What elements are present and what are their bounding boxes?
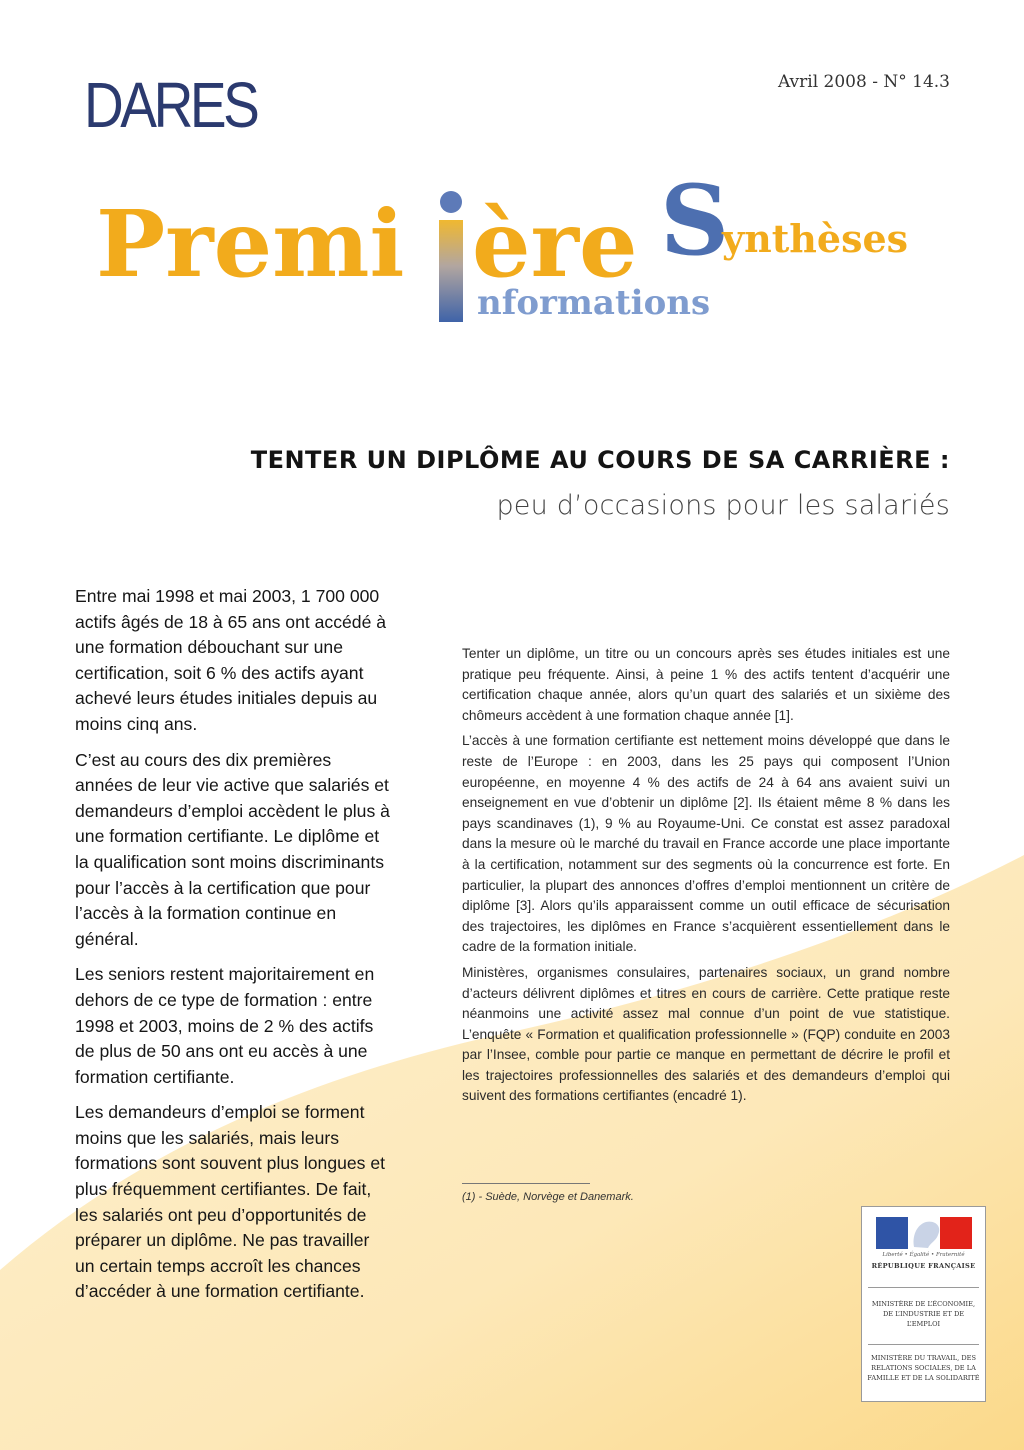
lead-paragraph: C’est au cours des dix premières années de leur vie active que salariés et demandeurs d’emploi accèdent le plus à une formation certifiante. Le diplôme et la qualification sont moins discriminants pour l’accès à la certification que pour l’accès à la formation continue en général. [75,749,390,949]
ministry-logo-box [861,1206,986,1402]
ministry-divider [868,1287,979,1288]
page-title: TENTER UN DIPLÔME AU COURS DE SA CARRIÈRE : [250,446,950,474]
footnote: (1) - Suède, Norvège et Danemark. [462,1191,634,1203]
lead-column [75,584,393,1315]
page-subtitle: peu d’occasions pour les salariés [496,490,950,521]
premiere-syntheses-logo [94,176,964,346]
lead-paragraph: Entre mai 1998 et mai 2003, 1 700 000 actifs âgés de 18 à 65 ans ont accédé à une formation débouchant sur une certification, soit 6 % des actifs ayant achevé leurs études initiales depuis au moins cinq ans. [75,586,387,734]
body-paragraph: Ministères, organismes consulaires, partenaires sociaux, un grand nombre d’acteurs délivrent diplômes et titres en cours de carrière. Cette pratique reste néanmoins une activité assez mal connue d’un point de vue statistique. L’enquête « Formation et qualification professionnelle » (FQP) conduite en 2003 par l’Insee, comble pour partie ce manque en permettant de décrire le profil et les trajectoires professionnelles des salariés et des demandeurs d’emploi qui suivent des formations certifiantes (encadré 1). [462,964,950,1104]
ministry-labour: MINISTÈRE DU TRAVAIL, DES RELATIONS SOCIALES, DE LA FAMILLE ET DE LA SOLIDARITÉ [867,1354,980,1382]
logo-syntheses: ynthèses [722,216,909,261]
logo-informations: nformations [477,283,711,323]
republique-francaise: RÉPUBLIQUE FRANÇAISE [871,1262,976,1270]
logo-premi: Premi [96,190,405,298]
marianne-flag-logo [876,1217,972,1249]
body-paragraph: Tenter un diplôme, un titre ou un concours après ses études initiales est une pratique peu fréquente. Ainsi, à peine 1 % des actifs tentent d’acquérir une certification chaque année, alors qu’un quart des salariés et un sixième des chômeurs accèdent à une formation chaque année [1]. [462,646,950,723]
republic-motto: Liberté • Égalité • Fraternité [882,1252,965,1258]
logo-j-stem [439,220,463,322]
lead-paragraph: Les demandeurs d’emploi se forment moins que les salariés, mais leurs formations sont souvent plus longues et plus fréquemment certifiantes. De fait, les salariés ont peu d’opportunités de préparer un diplôme. Ne pas travailler un certain temps accroît les chances d’accéder à une formation certifiante. [75,1102,386,1302]
dares-publisher: DARES [84,69,257,141]
logo-s-initial: S [660,176,730,277]
ministry-divider [868,1344,979,1345]
logo-j-dot [440,191,462,213]
ministry-economy: MINISTÈRE DE L’ÉCONOMIE, DE L’INDUSTRIE ET DE L’EMPLOI [871,1300,976,1328]
issue-number: Avril 2008 - N° 14.3 [777,72,950,92]
body-column [462,644,950,1112]
body-paragraph: L’accès à une formation certifiante est nettement moins développé que dans le reste de l’Europe : en 2003, dans les 25 pays qui composent l’Union européenne, en moyenne 4 % des actifs de 24 à 64 ans avaient suivi un enseignement en vue d’obtenir un diplôme [2]. Ils étaient même 8 % dans les pays scandinaves (1), 9 % au Royaume-Uni. Ce constat est assez paradoxal dans la mesure où le marché du travail en France accorde une place importante à la certification, notamment sur des segments où la concurrence est forte. En particulier, la plupart des annonces d’offres d’emploi mentionnent un critère de diplôme [3]. Alors qu’ils apparaissent comme un outil efficace de sécurisation des trajectoires, les diplômes en France s’acquièrent essentiellement dans le cadre de la formation initiale. [462,733,950,955]
footnote-rule [462,1183,590,1184]
logo-ere: ère [472,190,638,298]
lead-paragraph: Les seniors restent majoritairement en dehors de ce type de formation : entre 1998 et 2003, moins de 2 % des actifs de plus de 50 ans ont eu accès à une formation certifiante. [75,964,375,1087]
